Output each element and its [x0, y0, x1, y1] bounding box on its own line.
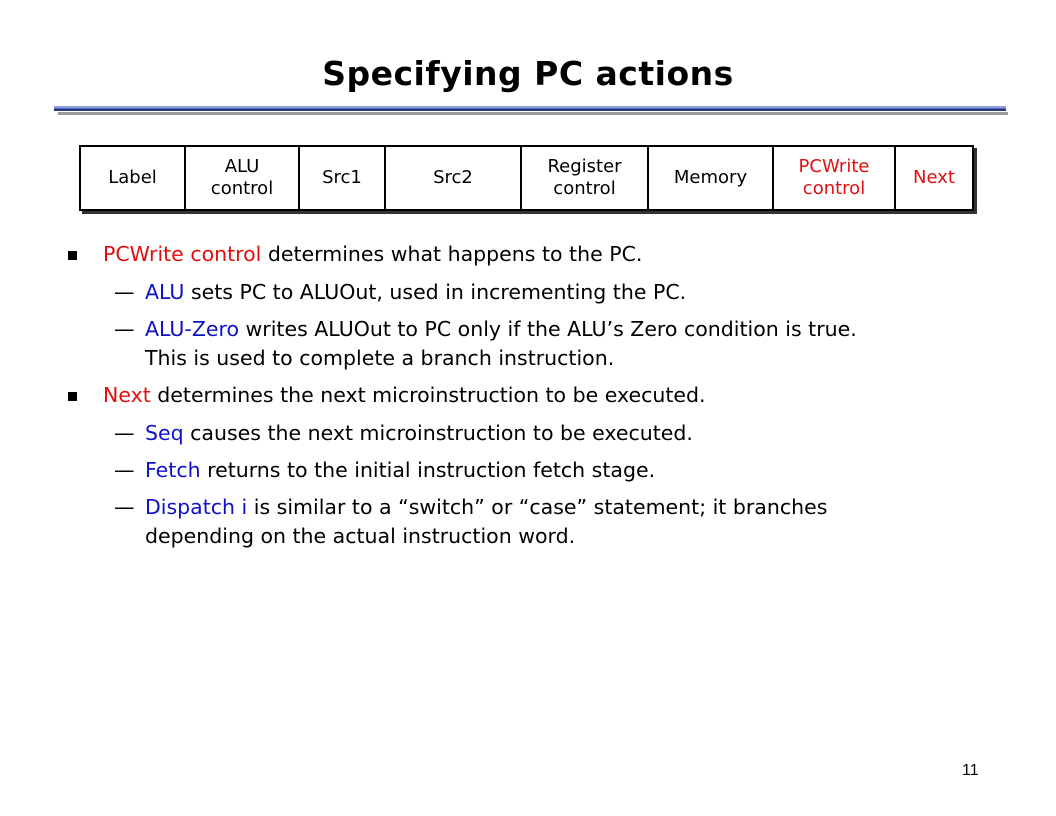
slide-title: Specifying PC actions [322, 54, 734, 93]
table-row [80, 146, 973, 210]
sub-bullet-text: writes ALUOut to PC only if the ALU’s Zero condition is true. [239, 317, 857, 341]
bullet-list [64, 240, 1024, 559]
dash-icon: — [114, 495, 135, 519]
dash-icon: — [114, 421, 135, 445]
sub-bullet-seq [64, 419, 1024, 448]
dash-icon: — [114, 317, 135, 341]
bullet-text: determines what happens to the PC. [261, 242, 643, 266]
title-rule-shadow [58, 112, 1008, 115]
field-next: Next [895, 146, 973, 210]
sub-bullet-key: Dispatch i [145, 495, 248, 519]
sub-bullet-text-continued: This is used to complete a branch instruction. [145, 346, 615, 370]
sub-bullet-alu-zero [64, 315, 1024, 373]
sub-bullet-key: Seq [145, 421, 184, 445]
field-pcwrite-control: PCWrite control [773, 146, 895, 210]
field-alu-control: ALU control [185, 146, 299, 210]
sub-bullet-dispatch [64, 493, 1024, 551]
field-label: Label [80, 146, 185, 210]
bullet-square-icon [68, 392, 77, 401]
sub-bullet-alu [64, 278, 1024, 307]
field-memory: Memory [648, 146, 773, 210]
sub-bullet-fetch [64, 456, 1024, 485]
field-register-control: Register control [521, 146, 648, 210]
field-src1: Src1 [299, 146, 385, 210]
sub-bullet-text: sets PC to ALUOut, used in incrementing the PC. [184, 280, 687, 304]
bullet-key: PCWrite control [103, 242, 262, 266]
title-rule [54, 106, 1006, 111]
bullet-pcwrite-control [64, 240, 1024, 269]
dash-icon: — [114, 458, 135, 482]
dash-icon: — [114, 280, 135, 304]
bullet-text: determines the next microinstruction to be executed. [150, 383, 706, 407]
microinstruction-fields-table [79, 145, 974, 211]
sub-bullet-key: ALU-Zero [145, 317, 240, 341]
bullet-next [64, 381, 1024, 410]
bullet-key: Next [103, 383, 151, 407]
page-number: 11 [962, 762, 979, 779]
field-src2: Src2 [385, 146, 521, 210]
sub-bullet-key: Fetch [145, 458, 201, 482]
bullet-square-icon [68, 251, 77, 260]
sub-bullet-text: causes the next microinstruction to be executed. [183, 421, 693, 445]
sub-bullet-text-continued: depending on the actual instruction word. [145, 524, 576, 548]
sub-bullet-key: ALU [145, 280, 185, 304]
sub-bullet-text: returns to the initial instruction fetch stage. [200, 458, 656, 482]
sub-bullet-text: is similar to a “switch” or “case” statement; it branches [247, 495, 828, 519]
